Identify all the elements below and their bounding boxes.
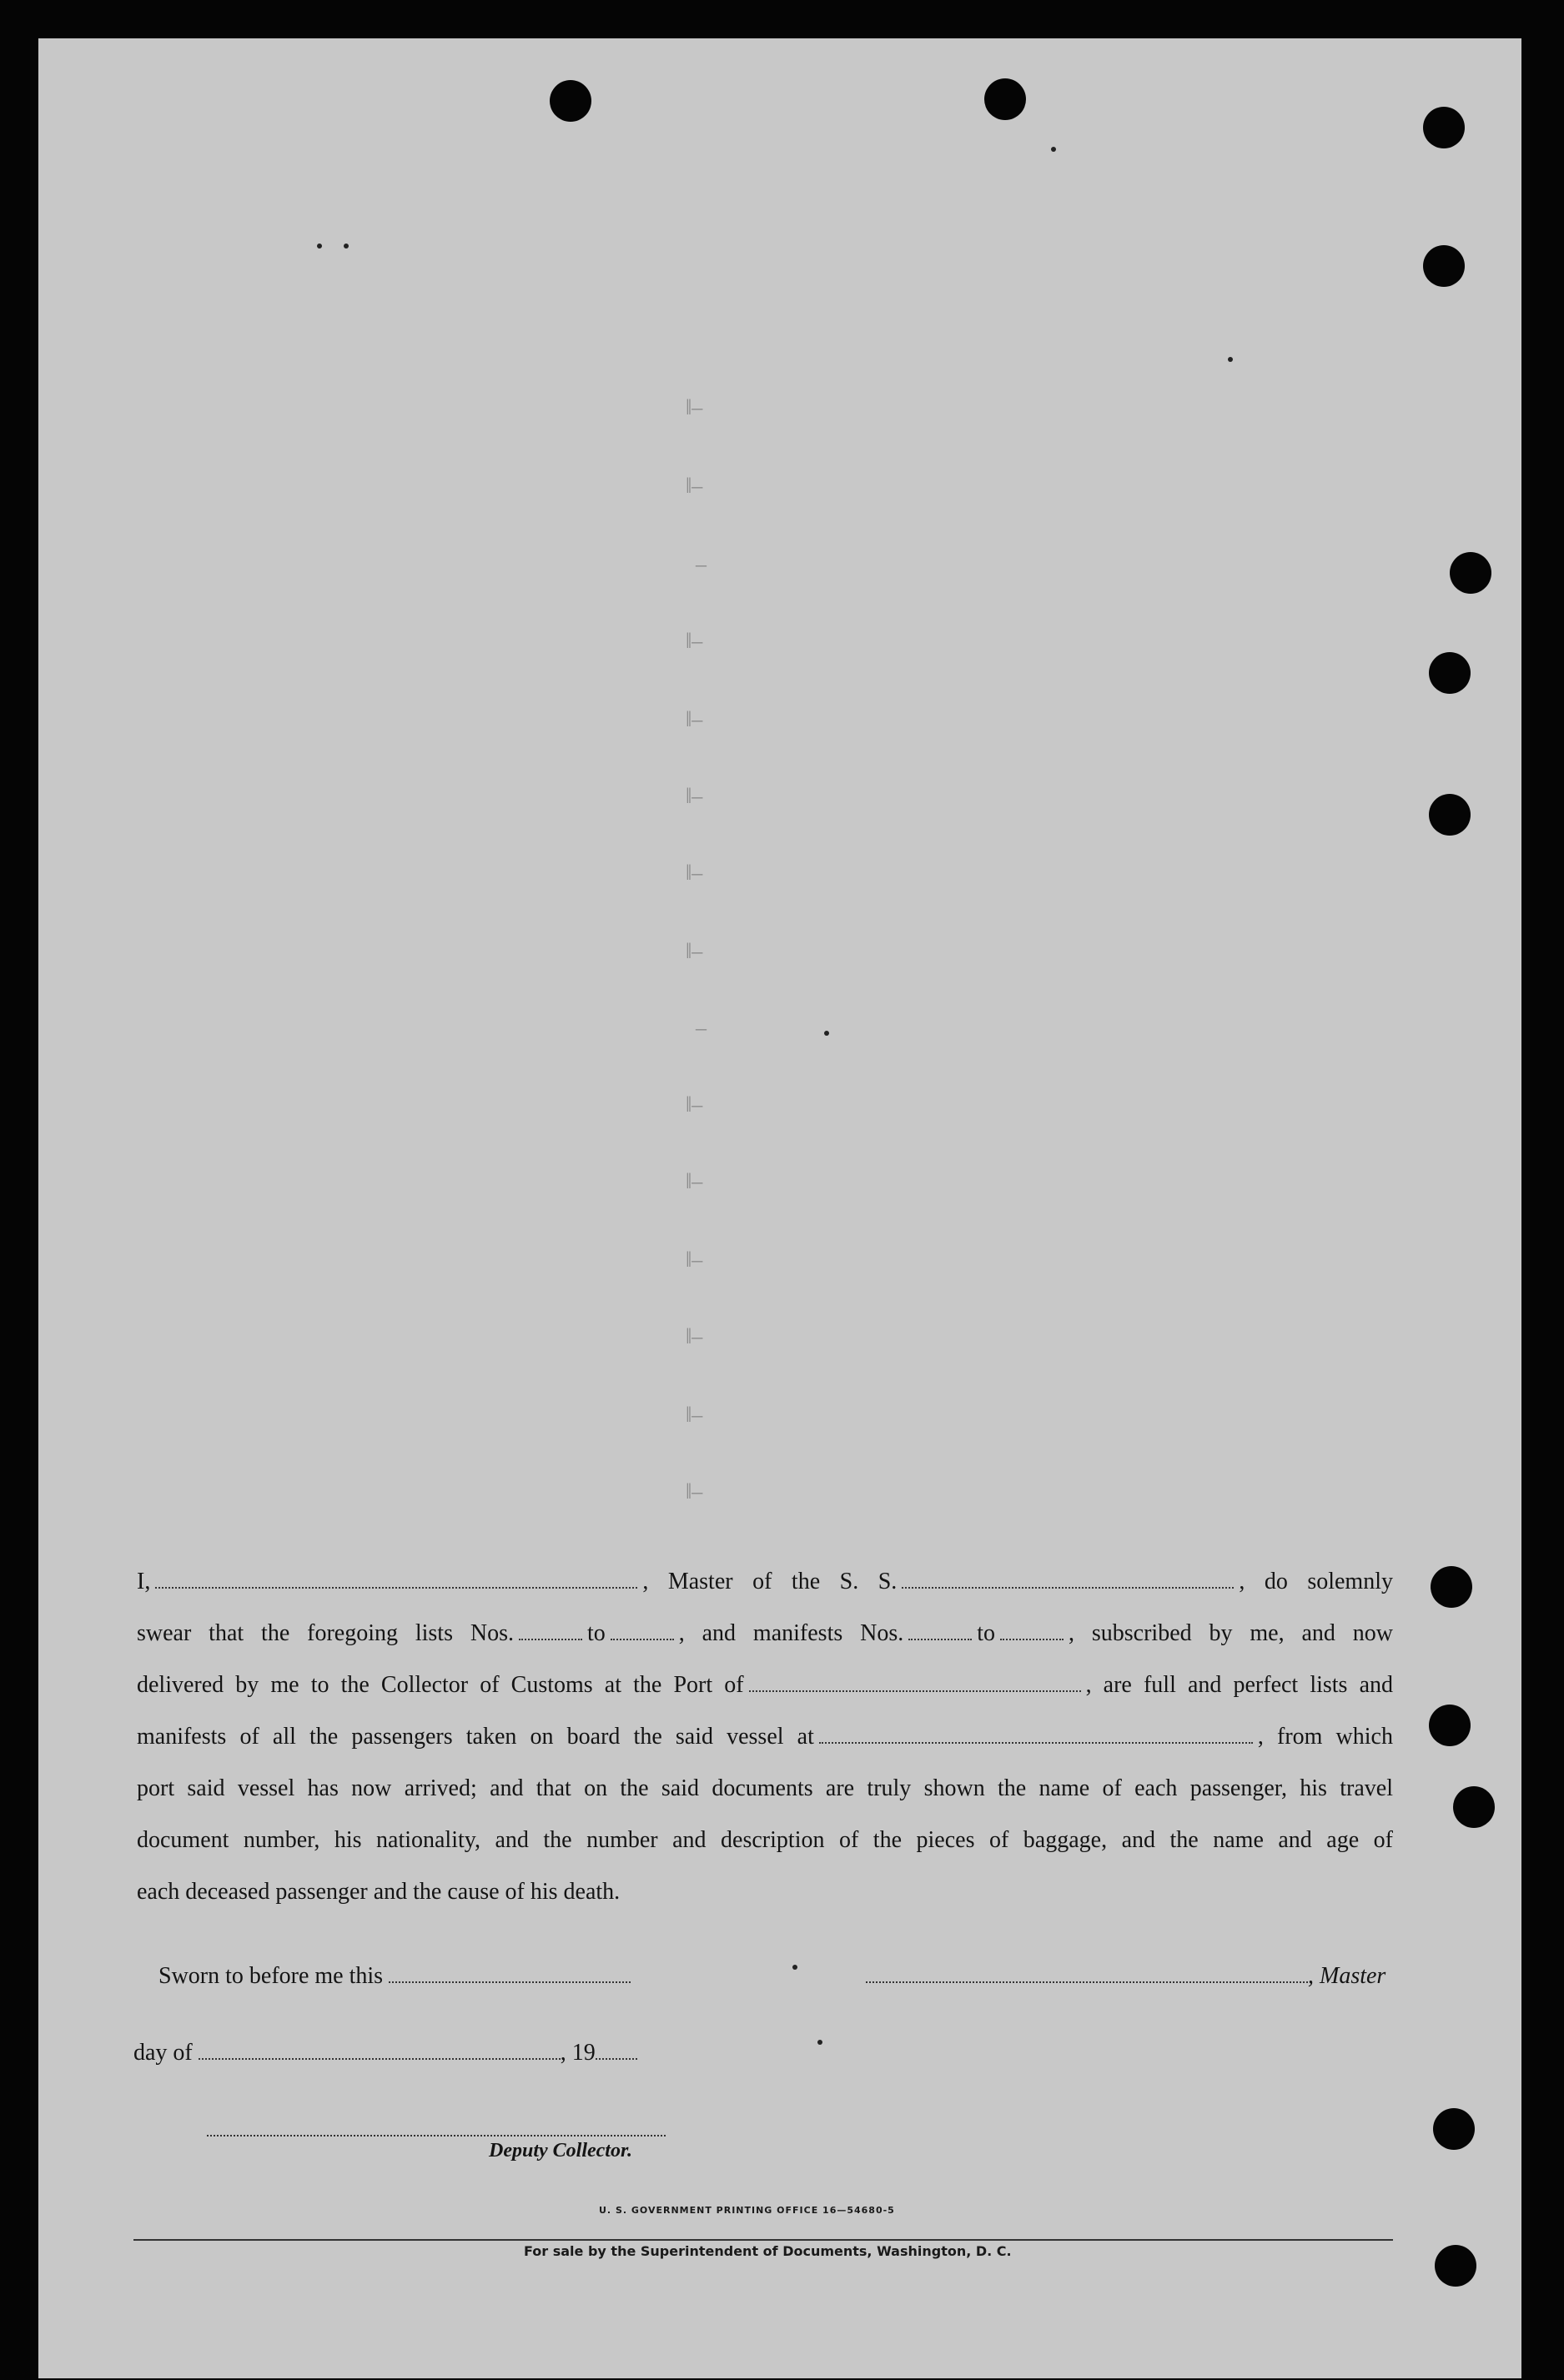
column-tick: ‖– [686, 395, 703, 419]
day-label: day of [133, 2040, 193, 2066]
form-page [38, 38, 1521, 2378]
oath-text: , are full and perfect lists and [1085, 1672, 1393, 1698]
lists-from-field[interactable] [519, 1639, 582, 1640]
oath-text: , Master of the S. S. [642, 1569, 898, 1594]
punch-hole-right-5 [1429, 794, 1471, 836]
manifests-from-field[interactable] [908, 1639, 972, 1640]
oath-line-1 [137, 1556, 1393, 1608]
oath-text: to [977, 1620, 996, 1646]
column-tick: ‖– [686, 1324, 703, 1348]
column-tick: ‖– [686, 784, 703, 808]
column-tick: ‖– [686, 1092, 703, 1117]
sworn-line [158, 1963, 631, 1990]
sale-notice: For sale by the Superintendent of Documents, Washington, D. C. [524, 2243, 1012, 2259]
year-label: , 19 [560, 2040, 596, 2066]
column-tick: ‖– [686, 629, 703, 653]
lists-to-field[interactable] [611, 1639, 674, 1640]
deputy-collector-label: Deputy Collector. [489, 2140, 632, 2162]
oath-line-5: port said vessel has now arrived; and that on the said documents are truly shown the name of each passenger, his travel [137, 1775, 1393, 1801]
master-name-field[interactable] [155, 1587, 637, 1589]
column-tick: – [696, 552, 707, 576]
column-tick: – [696, 1016, 707, 1040]
sworn-date-field[interactable] [389, 1981, 631, 1983]
master-label: , Master [1308, 1963, 1386, 1989]
oath-text: I, [137, 1569, 151, 1594]
oath-line-6: document number, his nationality, and the number and description of the pieces of baggage, and the name and age of [137, 1827, 1393, 1853]
oath-line-7: each deceased passenger and the cause of his death. [137, 1879, 621, 1905]
punch-hole-top-1 [550, 80, 591, 122]
punch-hole-top-2 [984, 78, 1026, 120]
oath-text: manifests of all the passengers taken on board the said vessel at [137, 1724, 814, 1750]
punch-hole-right-2 [1423, 245, 1465, 287]
column-tick: ‖– [686, 939, 703, 963]
day-field[interactable] [199, 2058, 561, 2060]
column-tick: ‖– [686, 474, 703, 498]
sworn-label: Sworn to before me this [158, 1963, 384, 1989]
oath-text: , subscribed by me, and now [1069, 1620, 1393, 1646]
speck [344, 244, 349, 249]
punch-hole-right-1 [1423, 107, 1465, 148]
oath-line-4 [137, 1711, 1393, 1763]
year-field[interactable] [596, 2058, 637, 2060]
oath-paragraph [137, 1556, 1393, 1918]
column-tick: ‖– [686, 1169, 703, 1193]
punch-hole-right-4 [1429, 652, 1471, 694]
oath-text: to [586, 1620, 606, 1646]
punch-hole-right-6 [1431, 1566, 1472, 1608]
oath-text: , from which [1257, 1724, 1393, 1750]
port-field[interactable] [749, 1690, 1081, 1692]
oath-text: , and manifests Nos. [678, 1620, 904, 1646]
oath-text: delivered by me to the Collector of Customs at the Port of [137, 1672, 744, 1698]
speck [824, 1031, 829, 1036]
oath-line-2 [137, 1608, 1393, 1659]
speck [817, 2040, 822, 2045]
speck [792, 1965, 797, 1970]
day-line [133, 2040, 637, 2066]
punch-hole-right-7 [1429, 1705, 1471, 1746]
column-tick: ‖– [686, 861, 703, 885]
column-tick: ‖– [686, 1479, 703, 1504]
column-tick: ‖– [686, 707, 703, 731]
punch-hole-right-9 [1433, 2108, 1475, 2150]
column-tick: ‖– [686, 1403, 703, 1427]
column-tick: ‖– [686, 1248, 703, 1272]
oath-text: , do solemnly [1239, 1569, 1393, 1594]
master-signature-field[interactable] [866, 1981, 1308, 1983]
master-signature-line [866, 1963, 1385, 1990]
oath-text: swear that the foregoing lists Nos. [137, 1620, 514, 1646]
speck [317, 244, 322, 249]
speck [1051, 147, 1056, 152]
deputy-signature-field[interactable] [207, 2135, 666, 2136]
speck [1228, 357, 1233, 362]
punch-hole-right-10 [1435, 2245, 1476, 2287]
manifests-to-field[interactable] [1000, 1639, 1064, 1640]
printing-office-imprint: U. S. GOVERNMENT PRINTING OFFICE 16—54680-5 [599, 2205, 895, 2216]
punch-hole-right-8 [1453, 1786, 1495, 1828]
oath-line-3 [137, 1659, 1393, 1711]
departure-port-field[interactable] [819, 1742, 1253, 1744]
vessel-name-field[interactable] [902, 1587, 1234, 1589]
punch-hole-right-3 [1450, 552, 1491, 594]
footer-rule [133, 2239, 1393, 2241]
